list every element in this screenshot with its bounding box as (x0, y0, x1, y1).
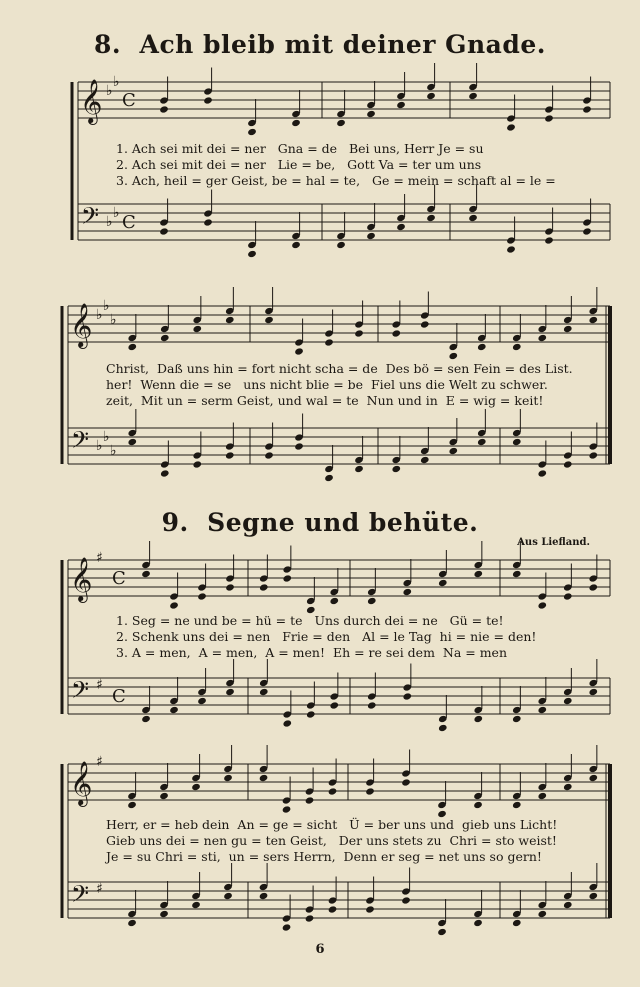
key-signature-icon: ♭ (110, 312, 117, 328)
note-head (588, 316, 598, 324)
lyric-line: 1. Seg = ne und be = hü = te Uns durch dei = ne Gü = te! (116, 613, 504, 628)
hymn-9-number: 9. (161, 508, 189, 537)
note-head (367, 701, 377, 709)
note-head (329, 597, 339, 605)
note-head (282, 805, 292, 813)
note-head (367, 597, 377, 605)
note-head (305, 914, 315, 922)
note-head (437, 928, 447, 936)
time-signature: C (112, 686, 126, 707)
hymn-8-number: 8. (94, 30, 122, 59)
key-signature-icon: ♭ (96, 307, 103, 323)
note-head (328, 905, 338, 913)
lyric-line: Je = su Chri = sti, un = sers Herrn, Denn er seg = net uns so gern! (106, 849, 542, 864)
note-head (192, 325, 202, 333)
note-head (203, 96, 213, 104)
note-head (402, 692, 412, 700)
lyric-line: 2. Schenk uns dei = nen Frie = den Al = le Tag hi = nie = den! (116, 629, 537, 644)
note-head (336, 119, 346, 127)
note-head (448, 352, 458, 360)
note-head (537, 601, 547, 609)
note-head (473, 919, 483, 927)
note-head (191, 783, 201, 791)
note-head (366, 110, 376, 118)
note-head (468, 92, 478, 100)
note-head (512, 919, 522, 927)
note-head (563, 783, 573, 791)
note-head (225, 316, 235, 324)
key-signature-icon: ♭ (113, 74, 120, 90)
note-head (306, 606, 316, 614)
note-head (354, 465, 364, 473)
note-head (365, 787, 375, 795)
note-head (247, 128, 257, 136)
note-head (537, 792, 547, 800)
note-head (506, 245, 516, 253)
note-head (160, 334, 170, 342)
note-head (438, 579, 448, 587)
note-head (396, 101, 406, 109)
note-head (294, 442, 304, 450)
note-head (141, 715, 151, 723)
note-head (448, 447, 458, 455)
note-head (305, 796, 315, 804)
note-head (324, 338, 334, 346)
note-head (512, 438, 522, 446)
treble-clef-icon: 𝄞 (70, 557, 93, 601)
note-head (420, 320, 430, 328)
key-signature-icon: ♯ (96, 754, 103, 770)
note-head (582, 105, 592, 113)
note-head (473, 801, 483, 809)
key-signature-icon: ♯ (96, 881, 103, 897)
note-head (582, 227, 592, 235)
note-head (127, 801, 137, 809)
note-head (563, 460, 573, 468)
note-head (264, 451, 274, 459)
note-head (438, 724, 448, 732)
note-head (537, 706, 547, 714)
note-head (225, 583, 235, 591)
note-head (329, 701, 339, 709)
treble-clef-icon: 𝄞 (70, 303, 93, 347)
note-head (282, 719, 292, 727)
note-head (225, 688, 235, 696)
treble-clef-icon: 𝄞 (80, 79, 103, 123)
note-head (477, 438, 487, 446)
note-head (365, 905, 375, 913)
note-head (282, 923, 292, 931)
note-head (426, 214, 436, 222)
note-head (259, 892, 269, 900)
time-signature: C (112, 568, 126, 589)
lyric-line: 3. Ach, heil = ger Geist, be = hal = te, Ge = mein = schaft al = le = (116, 173, 556, 188)
lyric-line: her! Wenn die = se uns nicht blie = be Fiel uns die Welt zu schwer. (106, 377, 548, 392)
note-head (294, 347, 304, 355)
note-head (160, 469, 170, 477)
note-head (563, 325, 573, 333)
note-head (259, 583, 269, 591)
note-head (259, 688, 269, 696)
note-head (127, 343, 137, 351)
hymn-9-name: Segne und behüte. (207, 508, 479, 537)
note-head (223, 774, 233, 782)
note-head (247, 250, 257, 258)
key-signature-icon: ♯ (96, 550, 103, 566)
note-head (512, 570, 522, 578)
time-signature: C (122, 90, 136, 111)
note-head (127, 919, 137, 927)
note-head (506, 123, 516, 131)
note-head (391, 329, 401, 337)
note-head (141, 570, 151, 578)
note-head (192, 460, 202, 468)
note-head (391, 465, 401, 473)
bass-clef-icon: 𝄢 (71, 880, 90, 913)
key-signature-icon: ♭ (106, 214, 113, 230)
note-head (473, 570, 483, 578)
note-head (259, 774, 269, 782)
note-head (191, 901, 201, 909)
note-head (197, 592, 207, 600)
note-head (468, 214, 478, 222)
note-head (588, 774, 598, 782)
key-signature-icon: ♭ (103, 298, 110, 314)
note-head (420, 456, 430, 464)
note-head (159, 105, 169, 113)
note-head (203, 218, 213, 226)
note-head (437, 810, 447, 818)
note-head (291, 241, 301, 249)
note-head (197, 697, 207, 705)
lyric-line: Christ, Daß uns hin = fort nicht scha = de Des bö = sen Fein = des List. (106, 361, 573, 376)
key-signature-icon: ♭ (96, 438, 103, 454)
note-head (512, 715, 522, 723)
note-head (366, 232, 376, 240)
note-head (291, 119, 301, 127)
note-head (396, 223, 406, 231)
note-head (588, 451, 598, 459)
note-head (306, 710, 316, 718)
note-head (401, 778, 411, 786)
key-signature-icon: ♭ (110, 443, 117, 459)
lyric-line: zeit, Mit un = serm Geist, und wal = te Nun und in E = wig = keit! (106, 393, 544, 408)
bass-clef-icon: 𝄢 (81, 202, 100, 235)
time-signature: C (122, 212, 136, 233)
lyric-line: 2. Ach sei mit dei = ner Lie = be, Gott Va = ter um uns (116, 157, 482, 172)
note-head (169, 601, 179, 609)
note-head (354, 329, 364, 337)
note-head (328, 787, 338, 795)
hymn-9-attribution: Aus Liefland. (517, 537, 590, 548)
note-head (563, 592, 573, 600)
note-head (537, 334, 547, 342)
note-head (401, 896, 411, 904)
note-head (282, 574, 292, 582)
note-head (159, 792, 169, 800)
lyric-line: 3. A = men, A = men, A = men! Eh = re sei dem Na = men (116, 645, 507, 660)
note-head (544, 236, 554, 244)
note-head (537, 469, 547, 477)
bass-clef-icon: 𝄢 (71, 426, 90, 459)
note-head (477, 343, 487, 351)
note-head (264, 316, 274, 324)
note-head (223, 892, 233, 900)
lyric-line: Gieb uns dei = nen gu = ten Geist, Der uns stets zu Chri = sto weist! (106, 833, 557, 848)
key-signature-icon: ♯ (96, 677, 103, 693)
page-number: 6 (315, 942, 325, 957)
note-head (324, 474, 334, 482)
note-head (426, 92, 436, 100)
note-head (169, 706, 179, 714)
note-head (588, 583, 598, 591)
note-head (588, 688, 598, 696)
key-signature-icon: ♭ (113, 205, 120, 221)
note-head (512, 801, 522, 809)
lyric-line: Herr, er = heb dein An = ge = sicht Ü = ber uns und gieb uns Licht! (106, 817, 558, 832)
bass-clef-icon: 𝄢 (71, 676, 90, 709)
note-head (159, 227, 169, 235)
note-head (336, 241, 346, 249)
note-head (127, 438, 137, 446)
note-head (537, 910, 547, 918)
note-head (159, 910, 169, 918)
note-head (588, 892, 598, 900)
key-signature-icon: ♭ (106, 83, 113, 99)
note-head (544, 114, 554, 122)
note-head (563, 901, 573, 909)
note-head (512, 343, 522, 351)
note-head (563, 697, 573, 705)
note-head (225, 451, 235, 459)
treble-clef-icon: 𝄞 (70, 761, 93, 805)
note-head (473, 715, 483, 723)
lyric-line: 1. Ach sei mit dei = ner Gna = de Bei uns, Herr Je = su (116, 141, 484, 156)
key-signature-icon: ♭ (103, 429, 110, 445)
hymn-8-name: Ach bleib mit deiner Gnade. (139, 30, 546, 59)
note-head (402, 588, 412, 596)
